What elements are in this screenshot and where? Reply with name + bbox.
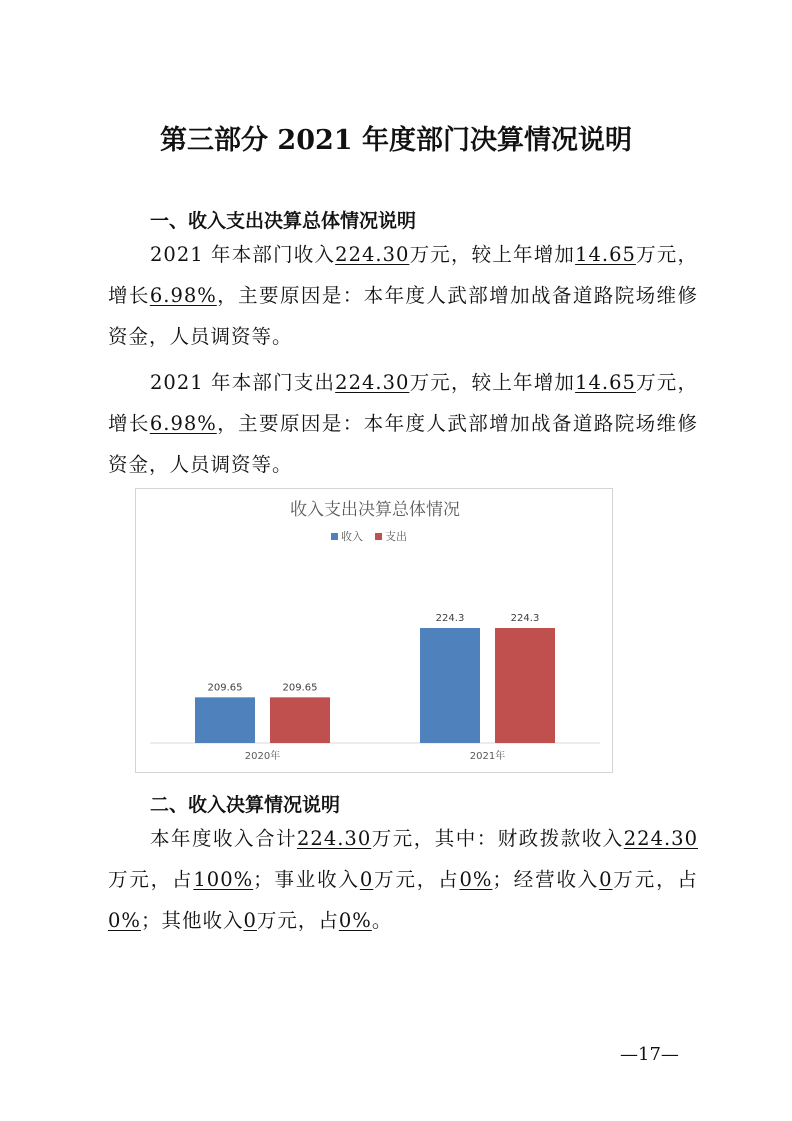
value: 0	[359, 868, 374, 891]
text: 2021 年本部门收入	[150, 243, 336, 266]
expenditure-total-value: 224.30	[335, 371, 410, 394]
value: 0%	[459, 868, 493, 891]
section-1-heading: 一、收入支出决算总体情况说明	[150, 210, 417, 232]
legend-swatch	[331, 533, 338, 540]
text: 万元，增长	[108, 371, 698, 435]
expenditure-increase-value: 14.65	[575, 371, 636, 394]
text: 万元，占	[612, 868, 698, 891]
text: 万元，占	[373, 868, 460, 891]
chart-title: 收入支出决算总体情况	[290, 500, 460, 520]
x-tick-label: 2020年	[244, 751, 281, 762]
text: ；事业收入	[253, 868, 360, 891]
text: 。	[371, 909, 393, 932]
text: ；其他收入	[140, 909, 244, 932]
legend-label: 支出	[385, 530, 407, 543]
text: 万元，占	[256, 909, 339, 932]
text: 本年度收入合计	[150, 827, 298, 850]
bar-收入-2021年	[420, 628, 480, 743]
page-number: —17—	[620, 1044, 679, 1065]
text: 万元，较上年增加	[409, 243, 576, 266]
income-expenditure-chart	[135, 488, 613, 773]
bar-支出-2020年	[270, 697, 330, 743]
value: 0	[243, 909, 257, 932]
value: 100%	[193, 868, 254, 891]
value: 0%	[108, 909, 141, 932]
expenditure-paragraph	[108, 362, 698, 485]
income-increase-value: 14.65	[575, 243, 636, 266]
text: 万元，较上年增加	[409, 371, 576, 394]
income-total-value: 224.30	[335, 243, 410, 266]
bar-支出-2021年	[495, 628, 555, 743]
value: 0	[599, 868, 613, 891]
income-paragraph	[108, 234, 698, 357]
text: 万元，占	[108, 868, 194, 891]
text: 万元，增长	[108, 243, 698, 307]
expenditure-growth-rate: 6.98%	[149, 412, 217, 435]
text: ，主要原因是：本年度人武部增加战备道路院场维修资金，人员调资等。	[108, 284, 698, 348]
data-label: 209.65	[282, 682, 318, 694]
section-2-heading: 二、收入决算情况说明	[150, 794, 341, 816]
value: 224.30	[297, 827, 372, 850]
x-tick-label: 2021年	[469, 751, 506, 762]
value: 224.30	[623, 827, 698, 850]
text: ，主要原因是：本年度人武部增加战备道路院场维修资金，人员调资等。	[108, 412, 698, 476]
data-label: 209.65	[207, 682, 243, 694]
legend-swatch	[375, 533, 382, 540]
bar-收入-2020年	[195, 697, 255, 743]
data-label: 224.3	[435, 612, 465, 624]
text: 2021 年本部门支出	[150, 371, 336, 394]
value: 0%	[338, 909, 372, 932]
text: 万元，其中：财政拨款收入	[371, 827, 624, 850]
page-title: 第三部分 2021 年度部门决算情况说明	[160, 125, 632, 156]
text: ；经营收入	[492, 868, 600, 891]
chart-svg	[136, 489, 614, 774]
legend-label: 收入	[341, 530, 363, 543]
income-growth-rate: 6.98%	[149, 284, 217, 307]
data-label: 224.3	[510, 612, 540, 624]
income-breakdown-paragraph	[108, 818, 698, 941]
